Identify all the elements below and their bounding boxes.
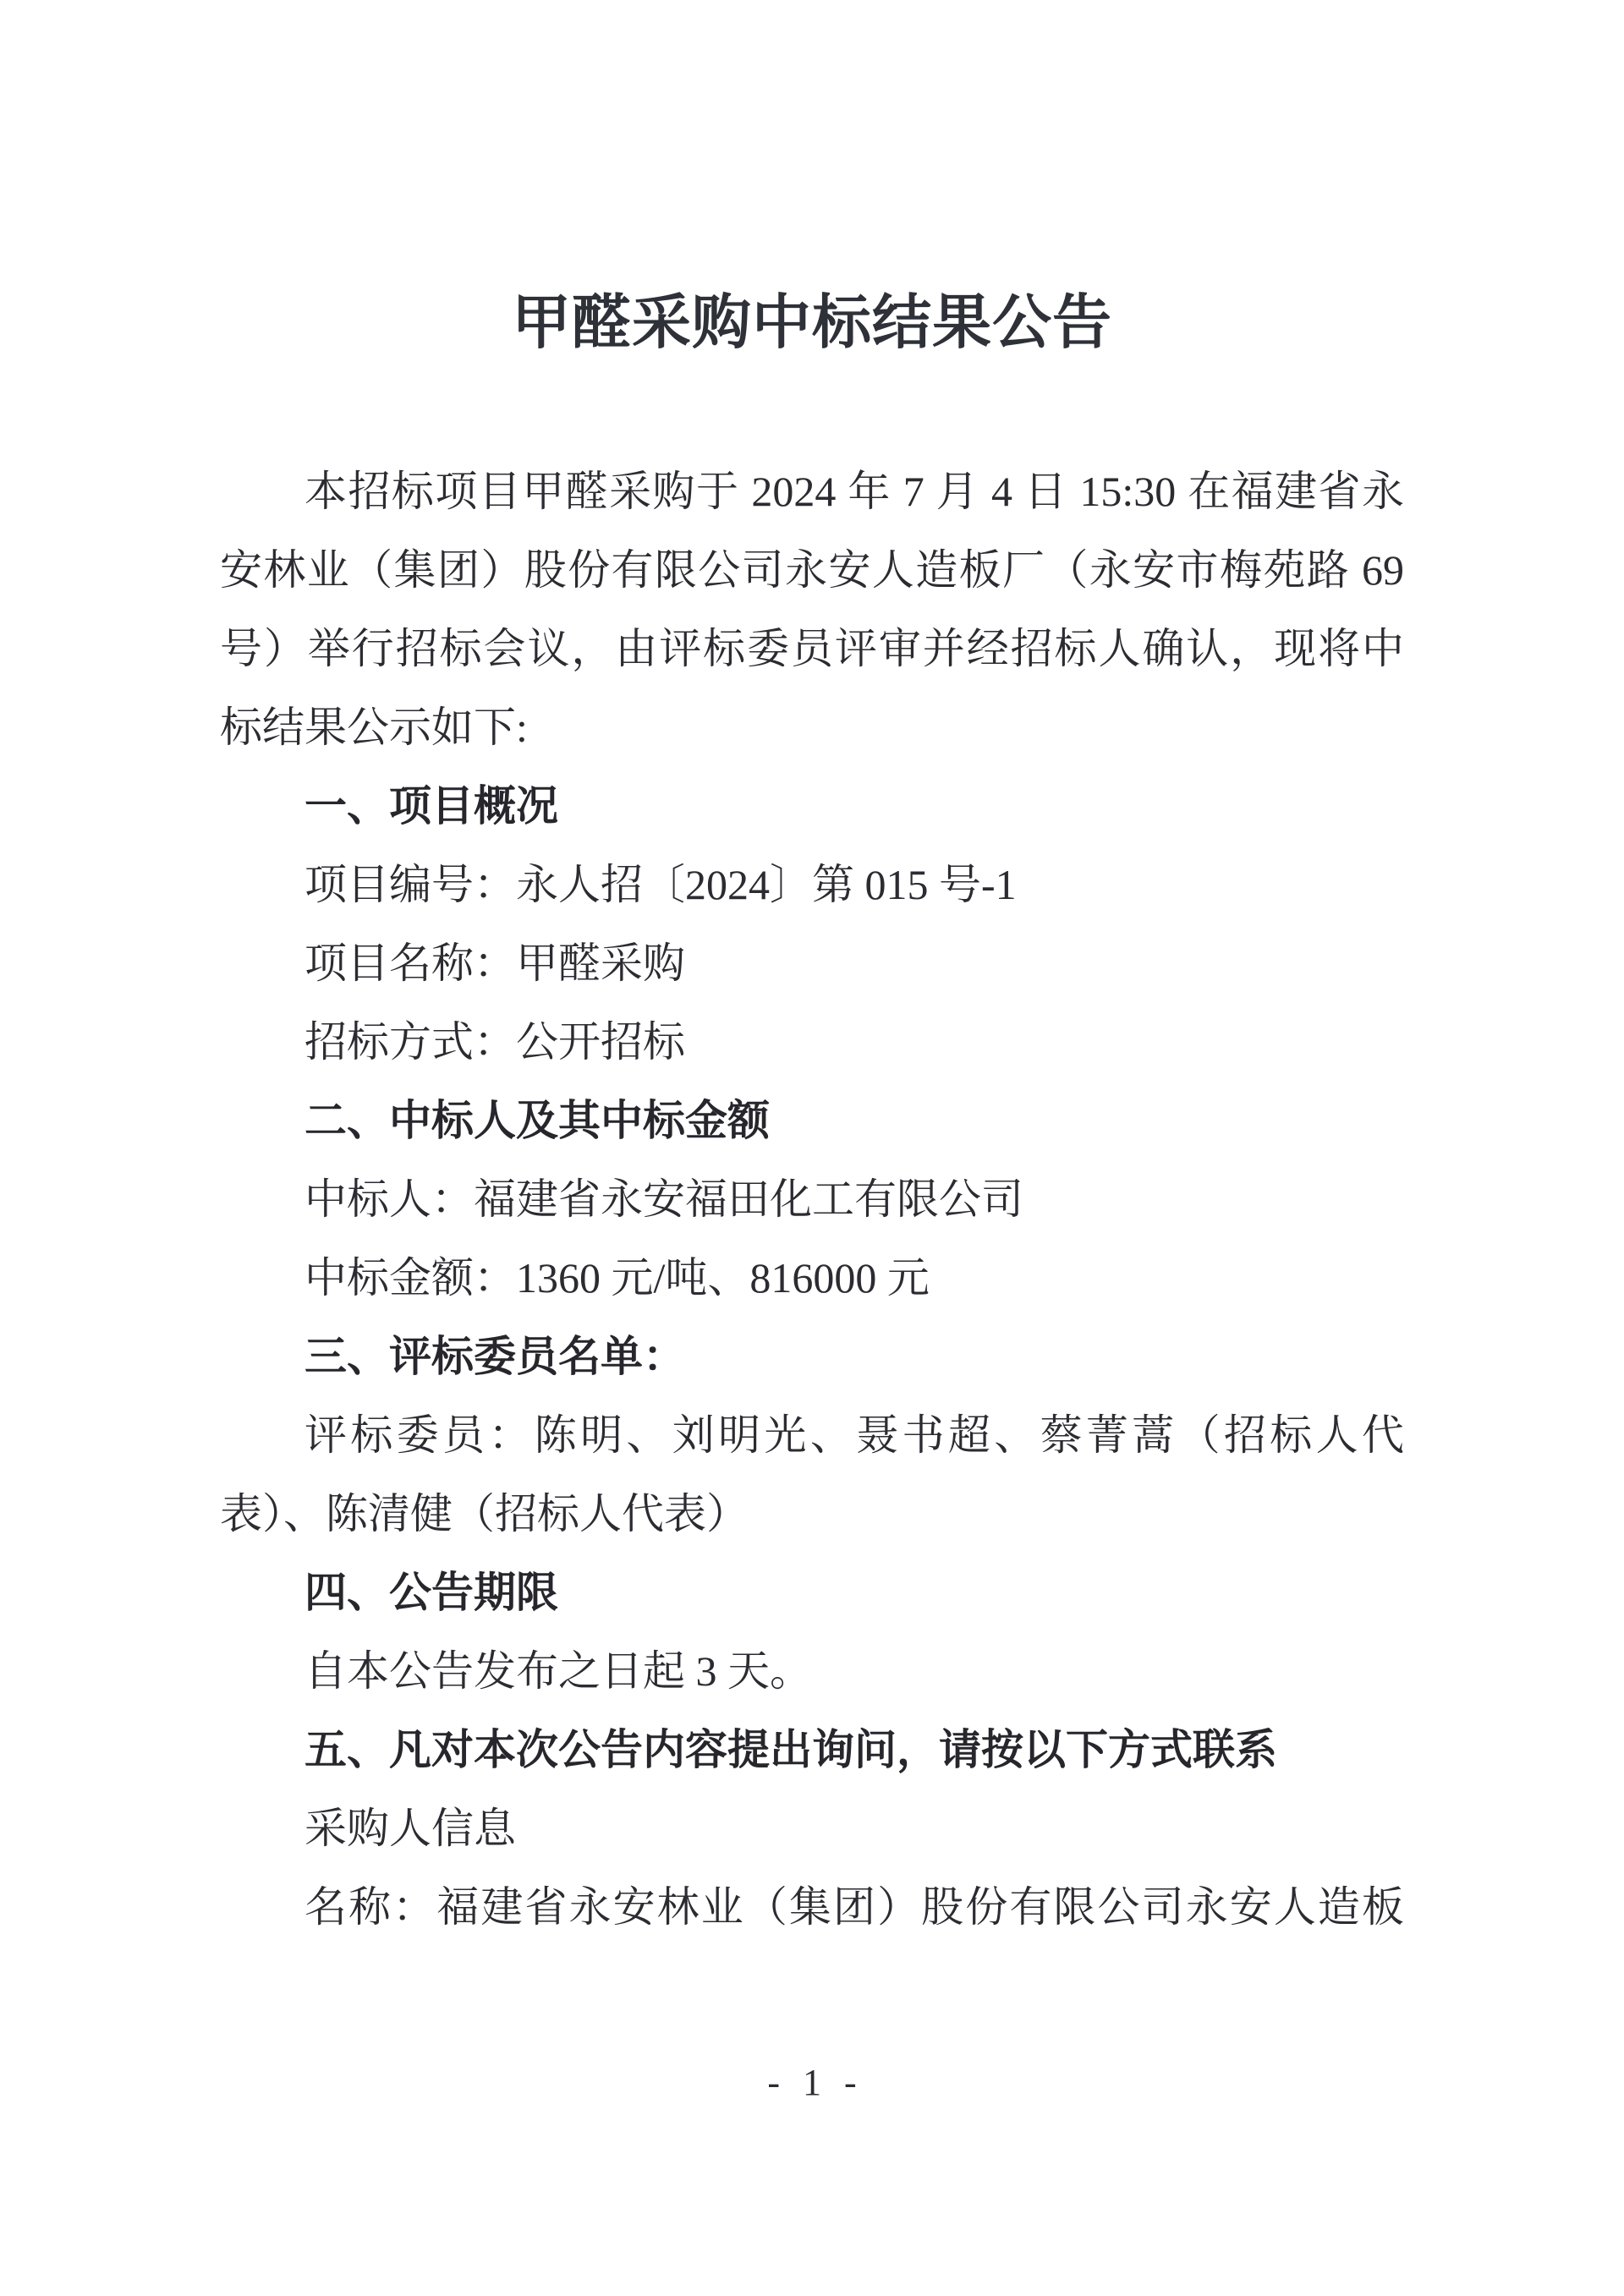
project-name-line: 项目名称：甲醛采购 [304,940,685,987]
document-title: 甲醛采购中标结果公告 [512,291,1112,356]
winner-line: 中标人：福建省永安福田化工有限公司 [304,1175,1023,1223]
committee-line-1: 评标委员：陈明、刘明光、聂书超、蔡菁蒿（招标人代 [304,1411,1404,1459]
section-4-heading: 四、公告期限 [304,1569,558,1616]
section-1-heading: 一、项目概况 [304,782,558,830]
bid-amount-line: 中标金额：1360 元/吨、816000 元 [304,1254,930,1301]
committee-line-2: 表）、陈清健（招标人代表） [220,1490,749,1537]
section-2-heading: 二、中标人及其中标金额 [304,1097,770,1144]
document-content [220,286,1404,1947]
document-body [220,452,1404,1947]
intro-line-1: 本招标项目甲醛采购于 2024 年 7 月 4 日 15:30 在福建省永 [304,468,1404,515]
intro-line-4: 标结果公示如下: [220,704,528,751]
section-3-heading: 三、评标委员名单： [304,1333,685,1380]
intro-line-3: 号）举行招标会议，由评标委员评审并经招标人确认，现将中 [220,625,1404,672]
page-number: - 1 - [767,2062,857,2103]
intro-line-2: 安林业（集团）股份有限公司永安人造板厂（永安市梅苑路 69 [220,546,1404,594]
notice-period-line: 自本公告发布之日起 3 天。 [304,1647,812,1695]
section-5-heading: 五、凡对本次公告内容提出询问，请按以下方式联系 [304,1726,1277,1773]
bid-method-line: 招标方式：公开招标 [304,1018,685,1066]
purchaser-name-line: 名称：福建省永安林业（集团）股份有限公司永安人造板 [304,1883,1404,1931]
purchaser-info-label: 采购人信息 [304,1805,516,1852]
project-number-line: 项目编号：永人招〔2024〕第 015 号-1 [304,861,1017,908]
